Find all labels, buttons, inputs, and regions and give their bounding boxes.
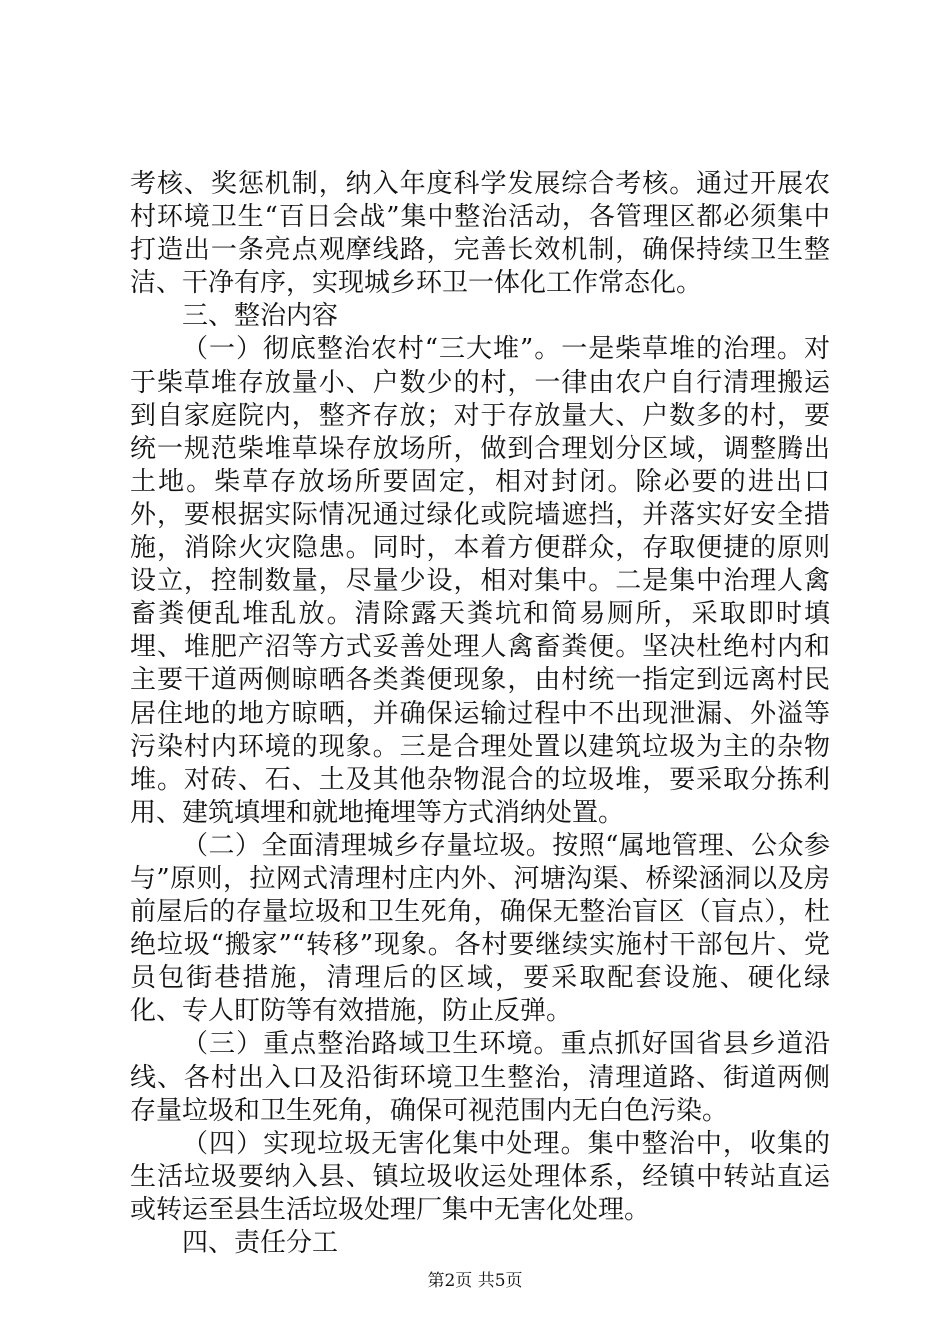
section-heading-rectification-content: 三、整治内容 xyxy=(182,301,339,332)
paragraph-item-1: （一）彻底整治农村“三大堆”。一是柴草堆的治理。对于柴草堆存放量小、户数少的村，一律由农户自行清理搬运到自家庭院内，整齐存放；对于存放量大、户数多的村，要统一规范柴堆草垛存放场所，做到合理划分区域，调整腾出土地。柴草存放场所要固定，相对封闭。除必要的进出口外，要根据实际情况通过绿化或院墙遮挡，并落实好安全措施，消除火灾隐患。同时，本着方便群众，存取便捷的原则设立，控制数量，尽量少设，相对集中。二是集中治理人禽畜粪便乱堆乱放。清除露天粪坑和简易厕所，采取即时填埋、堆肥产沼等方式妥善处理人禽畜粪便。坚决杜绝村内和主要干道两侧晾晒各类粪便现象，由村统一指定到远离村民居住地的地方晾晒，并确保运输过程中不出现泄漏、外溢等污染村内环境的现象。三是合理处置以建筑垃圾为主的杂物堆。对砖、石、土及其他杂物混合的垃圾堆，要采取分拣利用、建筑填埋和就地掩埋等方式消纳处置。 xyxy=(130,334,830,828)
paragraph-item-4: （四）实现垃圾无害化集中处理。集中整治中，收集的生活垃圾要纳入县、镇垃圾收运处理体系，经镇中转站直运或转运至县生活垃圾处理厂集中无害化处理。 xyxy=(130,1128,830,1225)
paragraph-assessment: 考核、奖惩机制，纳入年度科学发展综合考核。通过开展农村环境卫生“百日会战”集中整治活动，各管理区都必须集中打造出一条亮点观摩线路，完善长效机制，确保持续卫生整洁、干净有序，实现城乡环卫一体化工作常态化。 xyxy=(130,169,830,299)
page-number-footer: 第2页 共5页 xyxy=(427,1271,523,1291)
document-body xyxy=(130,168,830,1260)
section-heading-responsibility: 四、责任分工 xyxy=(182,1228,339,1258)
paragraph-item-2: （二）全面清理城乡存量垃圾。按照“属地管理、公众参与”原则，拉网式清理村庄内外、河塘沟渠、桥梁涵洞以及房前屋后的存量垃圾和卫生死角，确保无整治盲区（盲点），杜绝垃圾“搬家”“转移”现象。各村要继续实施村干部包片、党员包街巷措施，清理后的区域，要采取配套设施、硬化绿化、专人盯防等有效措施，防止反弹。 xyxy=(130,830,830,1027)
paragraph-item-3: （三）重点整治路域卫生环境。重点抓好国省县乡道沿线、各村出入口及沿街环境卫生整治，清理道路、街道两侧存量垃圾和卫生死角，确保可视范围内无白色污染。 xyxy=(130,1029,830,1126)
